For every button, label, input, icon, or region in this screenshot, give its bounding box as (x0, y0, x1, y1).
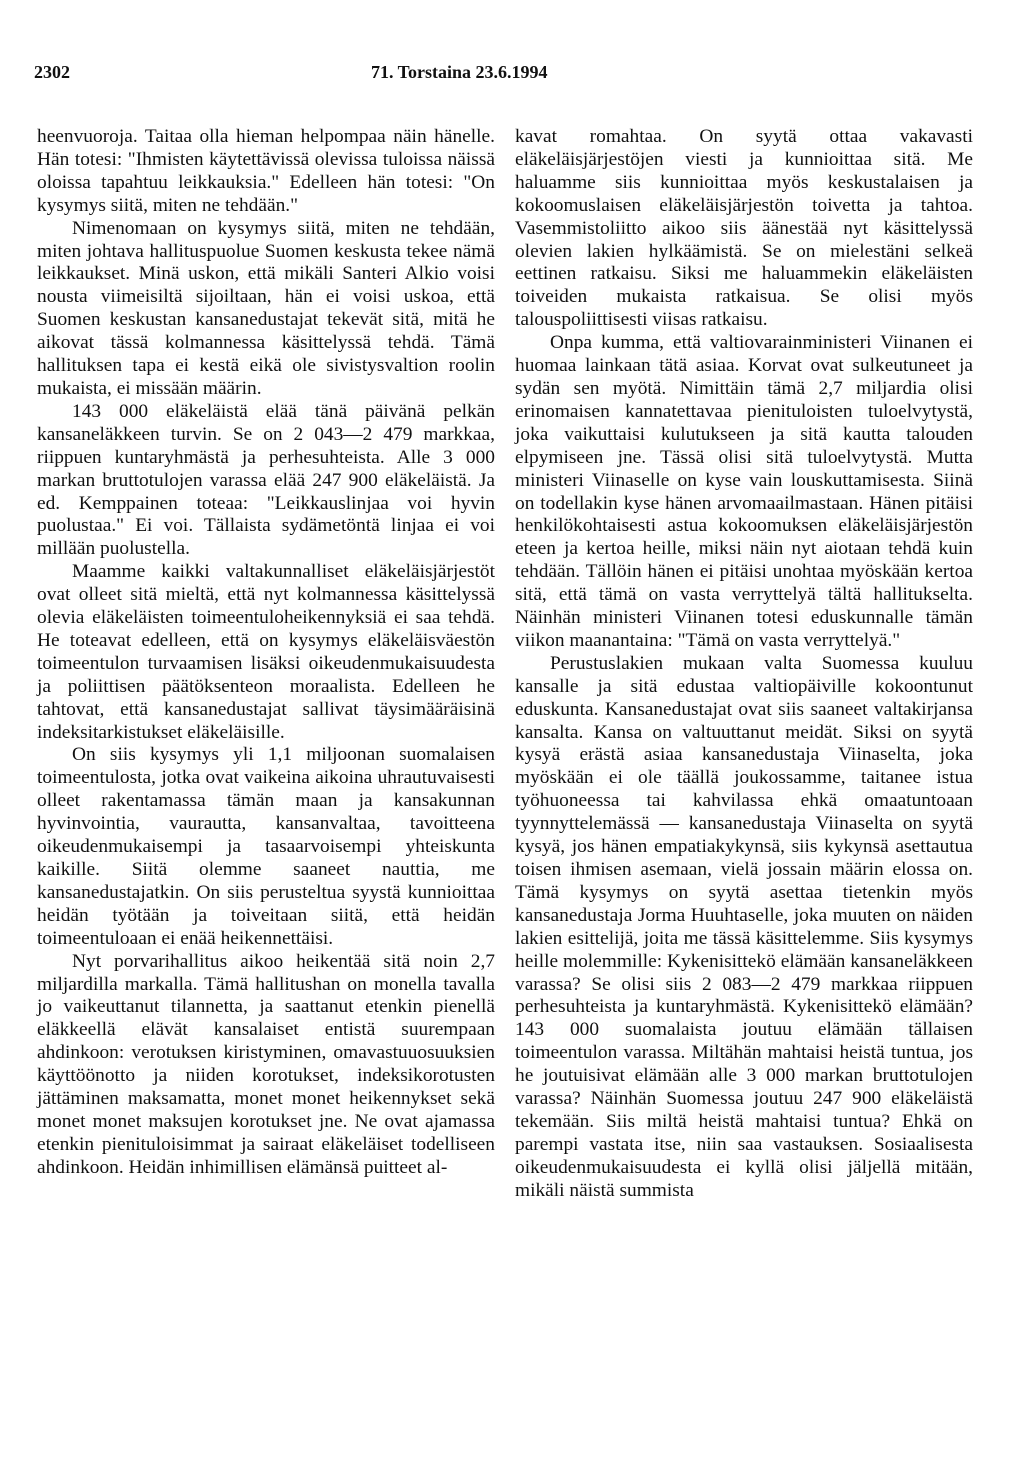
paragraph: Onpa kumma, että valtiovarainministeri Viinanen ei huomaa lainkaan tätä asiaa. Korvat ovat sulkeutuneet ja sydän sen myötä. Nimittäin tämä 2,7 miljardia olisi erinomaisen kannatettavaa pienituloisten tuloelvytystä, joka vaikuttaisi kulutukseen ja sitä kautta talouden elpymiseen jne. Tässä olisi sitä tuloelvytystä. Mutta ministeri Viinaselle on kyse vain louskuttamisesta. Siinä on todellakin kyse hänen arvomaailmastaan. Hänen pitäisi henkilökohtaisesti astua kokoomuksen eläkeläisjärjestön eteen ja kertoa heille, miksi näin nyt aiotaan tehdä kuin tehdään. Tällöin hänen ei pitäisi unohtaa myöskään kertoa sitä, että tämä on vasta verryttelyä tältä hallitukselta. Näinhän ministeri Viinanen totesi eduskunnalle tämän viikon maanantaina: "Tämä on vasta verryttelyä." (515, 332, 973, 651)
running-title: 71. Torstaina 23.6.1994 (371, 62, 548, 82)
paragraph: Nimenomaan on kysymys siitä, miten ne tehdään, miten johtava hallituspuolue Suomen keskusta tekee nämä leikkaukset. Minä uskon, että mikäli Santeri Alkio voisi nousta viimeisiltä sijoiltaan, hän ei voisi uskoa, että Suomen keskustan kansanedustajat tekevät sitä, mitä he aikovat tässä kolmannessa käsittelyssä tehdä. Tämä hallituksen tapa ei kestä eikä ole sivistysvaltion roolin mukaista, ei missään määrin. (37, 217, 495, 399)
paragraph: heenvuoroja. Taitaa olla hieman helpompaa näin hänelle. Hän totesi: "Ihmisten käytettävissä olevissa tuloissa näissä oloissa tapahtuu leikkauksia." Edelleen hän totesi: "On kysymys siitä, miten ne tehdään." (37, 126, 495, 216)
page-number: 2302 (34, 62, 70, 82)
paragraph: Maamme kaikki valtakunnalliset eläkeläisjärjestöt ovat olleet sitä mieltä, että nyt kolmannessa käsittelyssä olevia eläkeläisten toimeentuloheikennyksiä ei saa tehdä. He toteavat edelleen, että on kysymys eläkeläisväestön toimeentulon turvaamisen lisäksi oikeudenmukaisuudesta ja poliittisen päätöksenteon moraalista. Edelleen he tahtovat, että kansanedustajat sallivat täysimääräisinä indeksitarkistukset eläkeläisille. (37, 561, 495, 743)
left-column (37, 126, 495, 1180)
paragraph: On siis kysymys yli 1,1 miljoonan suomalaisen toimeentulosta, jotka ovat vaikeina aikoina uhrautuvaisesti olleet rakentamassa tämän maan ja kansakunnan hyvinvointia, vaurautta, kansanvaltaa, tavoitteena oikeudenmukaisempi ja tasaarvoisempi yhteiskunta kaikille. Siitä olemme saaneet nauttia, me kansanedustajatkin. On siis perusteltua syystä kunnioittaa heidän työtään ja toiveitaan siitä, että heidän toimeentuloaan ei enää heikennettäisi. (37, 744, 495, 949)
paragraph: Nyt porvarihallitus aikoo heikentää sitä noin 2,7 miljardilla markalla. Tämä hallitushan on monella tavalla jo vaikeuttanut tilannetta, ja saattanut etenkin pienellä eläkkeellä elävät kansalaiset entistä suurempaan ahdinkoon: verotuksen kiristyminen, omavastuuosuuksien käyttöönotto ja niiden korotukset, indeksikorotusten jättäminen maksamatta, monet monet heikennykset sekä monet monet maksujen korotukset jne. Ne ovat ajamassa etenkin pienituloisimmat ja sairaat eläkeläiset todelliseen ahdinkoon. Heidän inhimillisen elämänsä puitteet al- (37, 950, 495, 1178)
page-header (34, 62, 984, 92)
right-column (515, 126, 973, 1203)
paragraph: kavat romahtaa. On syytä ottaa vakavasti eläkeläisjärjestöjen viesti ja kunnioittaa sitä. Me haluamme siis kunnioittaa myös keskustalaisen ja kokoomuslaisen eläkeläisjärjestön toivetta ja tahtoa. Vasemmistoliitto aikoo siis äänestää nyt käsittelyssä olevien lakien hylkäämistä. Se on mielestäni selkeä eettinen ratkaisu. Siksi me haluammekin eläkeläisten toiveiden mukaista ratkaisua. Se olisi myös talouspoliittisesti viisas ratkaisu. (515, 126, 973, 331)
paragraph: 143 000 eläkeläistä elää tänä päivänä pelkän kansaneläkkeen turvin. Se on 2 043—2 479 markkaa, riippuen kuntaryhmästä ja perhesuhteista. Alle 3 000 markan bruttotulojen varassa elää 247 900 eläkeläistä. Ja ed. Kemppainen toteaa: "Leikkauslinjaa voi hyvin puolustaa." Ei voi. Tällaista sydämetöntä linjaa ei voi millään puolustella. (37, 400, 495, 560)
paragraph: Perustuslakien mukaan valta Suomessa kuuluu kansalle ja sitä edustaa valtiopäiville kokoontunut eduskunta. Kansanedustajat ovat siis saaneet valtakirjansa kansalta. Kansa on valtuuttanut meidät. Siksi on syytä kysyä erästä asiaa kansanedustaja Viinaselta, joka myöskään ei ole täällä joukossamme, taitanee istua työhuoneessa tai kahvilassa ehkä omaatuntoaan tyynnyttelemässä — kansanedustaja Viinaselta on syytä kysyä, jos hänen empatiakykynsä, siis kykynsä asettautua toisen ihmisen asemaan, vielä jossain määrin elossa on. Tämä kysymys on syytä asettaa tietenkin myös kansanedustaja Jorma Huuhtaselle, joka muuten on näiden lakien esittelijä, joita me tässä käsittelemme. Siis kysymys heille molemmille: Kykenisittekö elämään kansaneläkkeen varassa? Se olisi siis 2 083—2 479 markkaa riippuen perhesuhteista ja kuntaryhmästä. Kykenisittekö elämään? 143 000 suomalaista joutuu elämään tällaisen toimeentulon varassa. Miltähän mahtaisi heistä tuntua, jos he joutuisivat elämään alle 3 000 markan bruttotulojen varassa? Näinhän Suomessa joutuu 247 900 eläkeläistä tekemään. Siis miltä heistä mahtaisi tuntua? Ehkä on parempi vastata itse, niin saa vastauksen. Sosiaalisesta oikeudenmukaisuudesta ei kyllä olisi jäljellä mitään, mikäli näistä summista (515, 652, 973, 1201)
